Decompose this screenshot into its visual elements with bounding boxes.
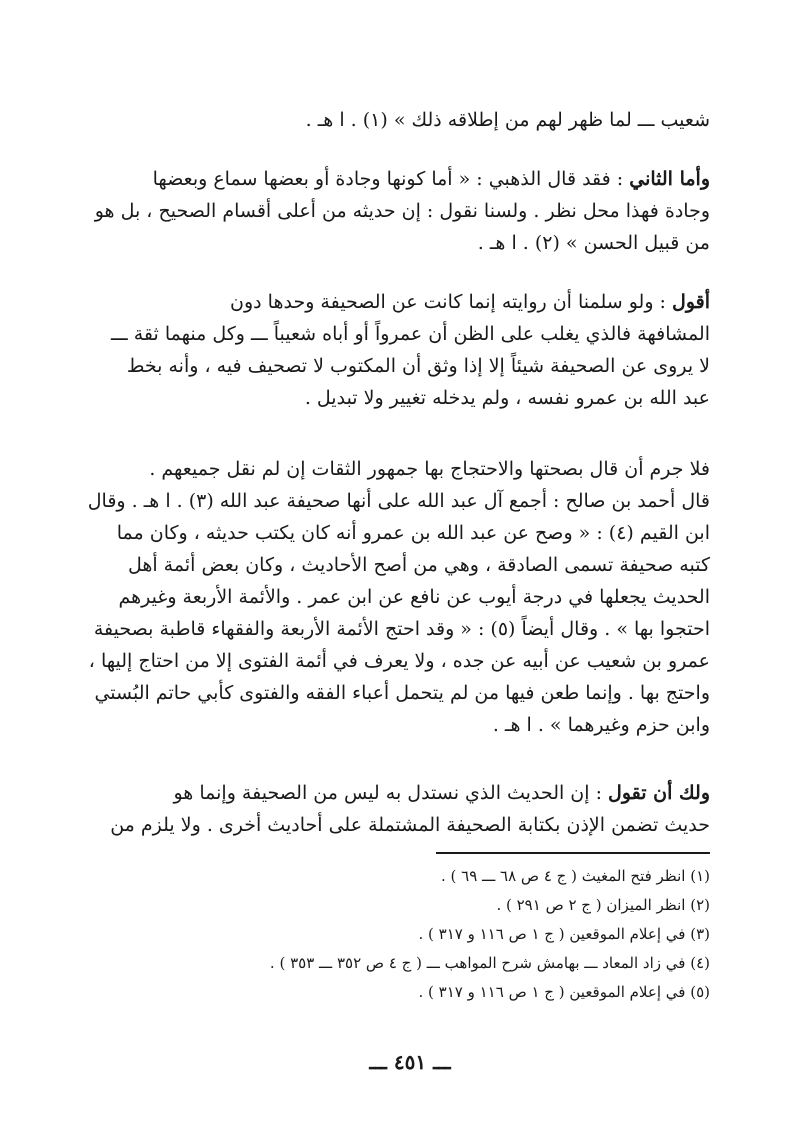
bold-lead: ولك أن تقول — [608, 782, 710, 804]
text-run: : فقد قال الذهبي : « أما كونها وجادة أو بعضها سماع وبعضها — [152, 168, 624, 190]
footnote-item: (٢) انظر الميزان ( ج ٢ ص ٢٩١ ) . — [496, 896, 710, 914]
text-line: الحديث يجعلها في درجة أيوب عن نافع عن ابن عمر . والأئمة الأربعة وغيرهم — [118, 586, 710, 608]
paragraph-second-point — [94, 163, 710, 259]
text-line: كتبه صحيفة تسمى الصادقة ، وهي من أصح الأحاديث ، وكان بعض أئمة أهل — [127, 554, 710, 576]
text-run: : ولو سلمنا أن روايته إنما كانت عن الصحيفة وحدها دون — [230, 291, 666, 313]
text-run: : إن الحديث الذي نستدل به ليس من الصحيفة وإنما هو — [173, 782, 602, 804]
text-line: شعيب ـــ لما ظهر لهم من إطلاقه ذلك » (١) . ا هـ . — [305, 109, 710, 131]
footnote-item: (٣) في إعلام الموقعين ( ج ١ ص ١١٦ و ٣١٧ ) . — [418, 925, 710, 943]
bold-lead: وأما الثاني — [629, 168, 710, 190]
footnotes — [200, 862, 710, 1007]
footnote-divider — [436, 852, 710, 854]
text-line: المشافهة فالذي يغلب على الظن أن عمرواً أو أباه شعيباً ـــ وكل منهما ثقة ـــ — [111, 323, 710, 345]
paragraph-walak — [100, 777, 710, 841]
paragraph-continuation — [100, 104, 710, 136]
text-line: لا يروى عن الصحيفة شيئاً إلا إذا وثق أن المكتوب لا تصحيف فيه ، وأنه بخط — [126, 355, 710, 377]
text-line: قال أحمد بن صالح : أجمع آل عبد الله على أنها صحيفة عبد الله (٣) . ا هـ . وقال — [87, 490, 710, 512]
text-line: وجادة فهذا محل نظر . ولسنا نقول : إن حديثه من أعلى أقسام الصحيح ، بل هو — [94, 200, 710, 222]
text-line: وابن حزم وغيرهما » . ا هـ . — [492, 714, 710, 736]
text-line: عمرو بن شعيب عن أبيه عن جده ، ولا يعرف في أئمة الفتوى إلا من احتاج إليها ، — [88, 650, 710, 672]
text-line: احتجوا بها » . وقال أيضاً (٥) : « وقد احتج الأئمة الأربعة والفقهاء قاطبة بصحيفة — [93, 618, 710, 640]
text-line — [100, 163, 710, 195]
page-number: ـــ ٤٥١ ـــ — [369, 1050, 451, 1074]
text-line: عبد الله بن عمرو نفسه ، ولم يدخله تغيير ولا تبديل . — [304, 387, 710, 409]
text-line: حديث تضمن الإذن بكتابة الصحيفة المشتملة على أحاديث أخرى . ولا يلزم من — [110, 814, 710, 836]
footnote-item: (١) انظر فتح المغيث ( ج ٤ ص ٦٨ ـــ ٦٩ ) . — [441, 867, 710, 885]
bold-lead: أقول — [672, 291, 710, 313]
text-line: واحتج بها . وإنما طعن فيها من لم يتحمل أعباء الفقه والفتوى كأبي حاتم البُستي — [94, 682, 710, 704]
paragraph-aqul — [100, 286, 710, 414]
footnote-item: (٤) في زاد المعاد ـــ بهامش شرح المواهب ـــ ( ج ٤ ص ٣٥٢ ـــ ٣٥٣ ) . — [269, 954, 710, 972]
text-line: من قبيل الحسن » (٢) . ا هـ . — [477, 232, 710, 254]
text-line — [100, 777, 710, 809]
text-line: فلا جرم أن قال بصحتها والاحتجاج بها جمهور الثقات إن لم نقل جميعهم . — [149, 458, 710, 480]
text-line: ابن القيم (٤) : « وصح عن عبد الله بن عمرو أنه كان يكتب حديثه ، وكان مما — [116, 522, 710, 544]
paragraph-la-jaram — [87, 453, 710, 741]
text-line — [100, 286, 710, 318]
footnote-item: (٥) في إعلام الموقعين ( ج ١ ص ١١٦ و ٣١٧ ) . — [418, 983, 710, 1001]
